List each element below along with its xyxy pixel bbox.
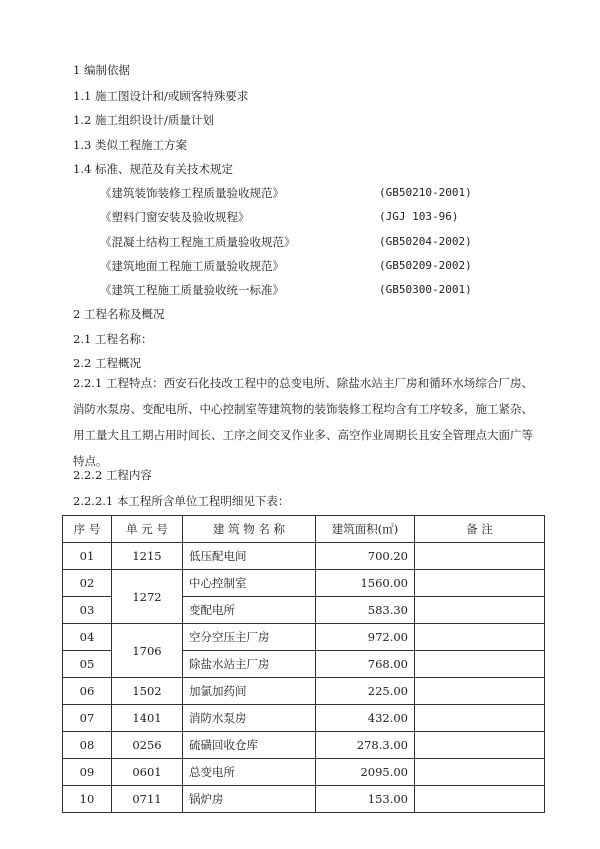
cell-unit: 1401 xyxy=(112,705,183,732)
cell-area: 153.00 xyxy=(316,786,415,813)
cell-note xyxy=(415,732,545,759)
cell-area: 1560.00 xyxy=(316,570,415,597)
cell-name: 加氯加药间 xyxy=(183,678,316,705)
table-row xyxy=(63,705,545,732)
cell-area: 432.00 xyxy=(316,705,415,732)
heading-2-2-2-1: 2.2.2.1 本工程所含单位工程明细见下表： xyxy=(73,494,290,508)
cell-name: 变配电所 xyxy=(183,597,316,624)
cell-no: 08 xyxy=(63,732,112,759)
cell-area: 972.00 xyxy=(316,624,415,651)
cell-unit: 1215 xyxy=(112,543,183,570)
table-header-row xyxy=(63,516,545,543)
cell-note xyxy=(415,624,545,651)
cell-name: 中心控制室 xyxy=(183,570,316,597)
cell-name: 消防水泵房 xyxy=(183,705,316,732)
heading-1: 1 编制依据 xyxy=(73,63,130,77)
cell-name: 总变电所 xyxy=(183,759,316,786)
cell-note xyxy=(415,705,545,732)
cell-unit: 1502 xyxy=(112,678,183,705)
heading-1-3: 1.3 类似工程施工方案 xyxy=(73,138,187,152)
cell-unit: 0601 xyxy=(112,759,183,786)
standard-item xyxy=(100,282,472,298)
cell-name: 除盐水站主厂房 xyxy=(183,651,316,678)
cell-note xyxy=(415,543,545,570)
cell-area: 2095.00 xyxy=(316,759,415,786)
table-row xyxy=(63,570,545,597)
overview-paragraph: 2.2.1 工程特点：西安石化技改工程中的总变电所、除盐水站主厂房和循环水场综合厂房、消防水泵房、变配电所、中心控制室等建筑物的装饰装修工程均含有工序较多，施工紧杂、用工量大且工期占用时间长、工序之间交叉作业多、高空作业周期长且安全管理点大面广等特点。 xyxy=(73,376,533,468)
header-area: 建筑面积(㎡) xyxy=(316,516,415,543)
standard-code: (GB50210-2001) xyxy=(379,186,472,199)
cell-note xyxy=(415,786,545,813)
standard-name: 《建筑工程施工质量验收统一标准》 xyxy=(100,283,284,297)
heading-1-2: 1.2 施工组织设计/质量计划 xyxy=(73,113,214,127)
table-row xyxy=(63,786,545,813)
standard-code: (GB50300-2001) xyxy=(379,283,472,296)
unit-projects-table xyxy=(62,515,545,813)
table-row xyxy=(63,678,545,705)
table-row xyxy=(63,624,545,651)
cell-area: 225.00 xyxy=(316,678,415,705)
cell-note xyxy=(415,759,545,786)
header-no: 序 号 xyxy=(63,516,112,543)
cell-no: 01 xyxy=(63,543,112,570)
standard-name: 《混凝土结构工程施工质量验收规范》 xyxy=(100,235,296,249)
cell-no: 04 xyxy=(63,624,112,651)
cell-name: 空分空压主厂房 xyxy=(183,624,316,651)
cell-no: 05 xyxy=(63,651,112,678)
cell-area: 768.00 xyxy=(316,651,415,678)
cell-no: 10 xyxy=(63,786,112,813)
table-row xyxy=(63,759,545,786)
cell-note xyxy=(415,651,545,678)
cell-area: 700.20 xyxy=(316,543,415,570)
cell-unit: 1272 xyxy=(112,570,183,624)
cell-unit: 1706 xyxy=(112,624,183,678)
heading-2: 2 工程名称及概况 xyxy=(73,307,165,321)
cell-name: 锅炉房 xyxy=(183,786,316,813)
cell-note xyxy=(415,597,545,624)
table-row xyxy=(63,732,545,759)
standard-item xyxy=(100,258,472,274)
standard-name: 《建筑地面工程施工质量验收规范》 xyxy=(100,259,284,273)
heading-2-2-2: 2.2.2 工程内容 xyxy=(73,468,152,482)
heading-2-1: 2.1 工程名称： xyxy=(73,332,153,346)
cell-no: 09 xyxy=(63,759,112,786)
cell-no: 03 xyxy=(63,597,112,624)
standard-code: (GB50204-2002) xyxy=(379,235,472,248)
standard-item xyxy=(100,209,459,225)
cell-note xyxy=(415,678,545,705)
table-row xyxy=(63,543,545,570)
standard-code: (JGJ 103-96) xyxy=(379,210,459,223)
heading-1-1: 1.1 施工图设计和/或顾客特殊要求 xyxy=(73,89,249,103)
cell-name: 硫磺回收仓库 xyxy=(183,732,316,759)
cell-unit: 0256 xyxy=(112,732,183,759)
cell-area: 278.3.00 xyxy=(316,732,415,759)
standard-name: 《建筑装饰装修工程质量验收规范》 xyxy=(100,186,284,200)
standard-item xyxy=(100,234,472,250)
header-note: 备 注 xyxy=(415,516,545,543)
standard-name: 《塑料门窗安装及验收规程》 xyxy=(100,210,250,224)
cell-note xyxy=(415,570,545,597)
heading-2-2: 2.2 工程概况 xyxy=(73,356,141,370)
cell-no: 07 xyxy=(63,705,112,732)
cell-name: 低压配电间 xyxy=(183,543,316,570)
heading-1-4: 1.4 标准、规范及有关技术规定 xyxy=(73,162,233,176)
header-name: 建 筑 物 名 称 xyxy=(183,516,316,543)
cell-area: 583.30 xyxy=(316,597,415,624)
header-unit: 单 元 号 xyxy=(112,516,183,543)
cell-no: 02 xyxy=(63,570,112,597)
cell-no: 06 xyxy=(63,678,112,705)
standard-code: (GB50209-2002) xyxy=(379,259,472,272)
cell-unit: 0711 xyxy=(112,786,183,813)
standard-item xyxy=(100,185,472,201)
